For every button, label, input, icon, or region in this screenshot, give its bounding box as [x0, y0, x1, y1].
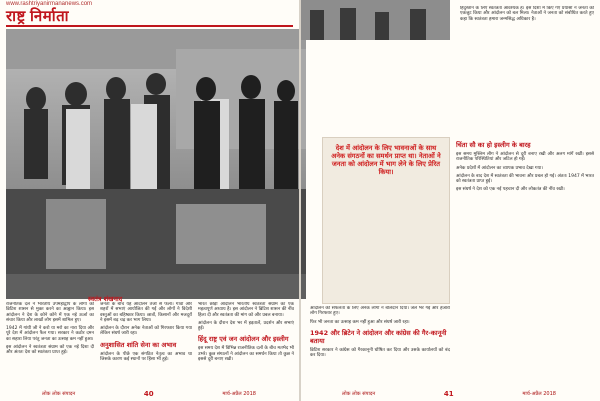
footer-magazine-name: लोक लोक संपादन [42, 390, 76, 397]
title-rule [6, 25, 293, 27]
paragraph: इस समय देश में विभिन्न राजनीतिक दलों के बीच मतभेद भी उभरे। कुछ संगठनों ने आंदोलन का समर्थन किया तो कुछ ने इससे दूरी बनाए रखी। [198, 346, 294, 363]
footer-left [2, 386, 296, 401]
page-gutter [299, 0, 301, 401]
paragraph: भारत छोड़ो आंदोलन भारतीय स्वतंत्रता संग्राम का एक महत्वपूर्ण अध्याय है। इस आंदोलन ने ब्रिटिश शासन की नींव हिला दी और स्वतंत्रता की मांग को और प्रबल बनाया। [198, 302, 294, 318]
paragraph: आंदोलन के दौरान देश भर में हड़तालें, प्रदर्शन और सभाएं हुईं। [198, 320, 294, 332]
footer-date: मार्च-अप्रैल 2018 [222, 390, 256, 397]
right-col-left [310, 306, 450, 384]
photo-caption-left: स्वतंत्र शंखनाद [88, 295, 123, 303]
paragraph: 1942 में गांधी जी ने करो या मरो का नारा दिया और पूरे देश में आंदोलन फैल गया। सरकार ने कठोर दमन का सहारा लिया परंतु जनता का उत्साह कम नहीं हुआ। [6, 326, 94, 342]
left-col-1 [6, 302, 94, 384]
right-col-mid [456, 137, 594, 384]
right-top-text [460, 6, 594, 66]
pull-quote-box [322, 137, 450, 304]
paragraph: आंदोलन के बाद देश में स्वतंत्रता की भावना और प्रबल हो गई। अंततः 1947 में भारत को स्वतंत्रता प्राप्त हुई। [456, 173, 594, 185]
footer-magazine-name: लोक लोक संपादन [342, 390, 376, 397]
left-col-3 [198, 302, 294, 384]
subhead-british-ban: 1942 और ब्रिटेन ने आंदोलन और कांग्रेस की गैर-कानूनी बताया [310, 328, 447, 345]
paragraph: इस संघर्ष ने देश को एक नई पहचान दी और लोकतंत्र की नींव रखी। [456, 187, 565, 193]
paragraph: आंदोलन के दौरान अनेक नेताओं को गिरफ्तार किया गया लेकिन संघर्ष जारी रहा। [100, 326, 192, 337]
paragraph: आंदोलन के पीछे एक संगठित नेतृत्व का अभाव था जिसके कारण कई स्थानों पर हिंसा भी हुई। [100, 351, 192, 363]
paragraph: इस आंदोलन ने स्वतंत्रता संग्राम को एक नई दिशा दी और अंततः देश को स्वतंत्रता प्राप्त हुई। [6, 345, 94, 356]
page-number-right: 41 [443, 389, 454, 398]
paragraph: हिंदुस्तान के लिए स्वतंत्रता आवश्यक है। इस दिशा में किए गए प्रयासों ने जनता को एकजुट किया और आंदोलन को बल मिला। नेताओं ने जनता को संबोधित करते हुए कहा कि स्वतंत्रता हमारा जन्मसिद्ध अधिकार है। [460, 6, 594, 22]
page-number-left: 40 [143, 389, 154, 398]
left-col-2 [100, 302, 192, 384]
footer-date: मार्च-अप्रैल 2018 [522, 390, 556, 397]
subhead-hindu-rashtra: हिंदू राष्ट्र एवं जन आंदोलन और इस्लीग [198, 335, 289, 344]
historical-crowd-photo [6, 29, 306, 299]
site-url: www.rashtriyanirmananews.com [6, 1, 93, 7]
paragraph: राजनैतिक दल ने भारतीय उपमहाद्वीप के लोगों को ब्रिटिश शासन से मुक्त करने का आह्वान किया। इस आंदोलन ने देश के कोने कोने में एक नई ऊर्जा का संचार किया और लाखों लोग इसमें शामिल हुए। [6, 302, 94, 323]
subhead-muslim-league: चिंता सौ का हो इस्लीग के बारह [456, 141, 531, 149]
top-strip-photo [300, 0, 450, 40]
section-title: राष्ट्र निर्माता [6, 9, 70, 25]
paragraph: अनेक प्रदेशों में आंदोलन का व्यापक प्रभाव देखा गया। [456, 165, 543, 171]
paragraph: जनता के बीच यह आंदोलन तेजी से फैला। गांवों और शहरों में सभाएं आयोजित की गईं और लोगों ने विदेशी वस्तुओं का बहिष्कार किया। छात्रों, किसानों और मजदूरों ने इसमें बढ़ चढ़ कर भाग लिया। [100, 302, 192, 323]
paragraph: आंदोलन की सफलता के लिए अनेक लोगों ने बलिदान दिया। जेलें भर गईं और हजारों लोग गिरफ्तार हुए। [310, 306, 450, 317]
subhead-shanti-sena: अनुशासित शांति सेना का अभाव [100, 340, 177, 349]
paragraph: फिर भी जनता का उत्साह कम नहीं हुआ और संघर्ष जारी रहा। [310, 319, 410, 325]
pull-quote-text: देश में आंदोलन के लिए भावनाओं के साथ अनेक संगठनों का समर्थन प्राप्त था। नेताओं ने जनता को आंदोलन में भाग लेने के लिए प्रेरित किया। [331, 144, 441, 176]
paragraph: ब्रिटिश सरकार ने कांग्रेस को गैरकानूनी घोषित कर दिया और उसके कार्यालयों को बंद कर दिया। [310, 347, 450, 359]
paragraph: इस समय मुस्लिम लीग ने आंदोलन से दूरी बनाए रखी और अलग मांगें रखीं। इससे राजनीतिक परिस्थितियां और जटिल हो गईं। [456, 152, 594, 163]
footer-right [302, 386, 596, 401]
